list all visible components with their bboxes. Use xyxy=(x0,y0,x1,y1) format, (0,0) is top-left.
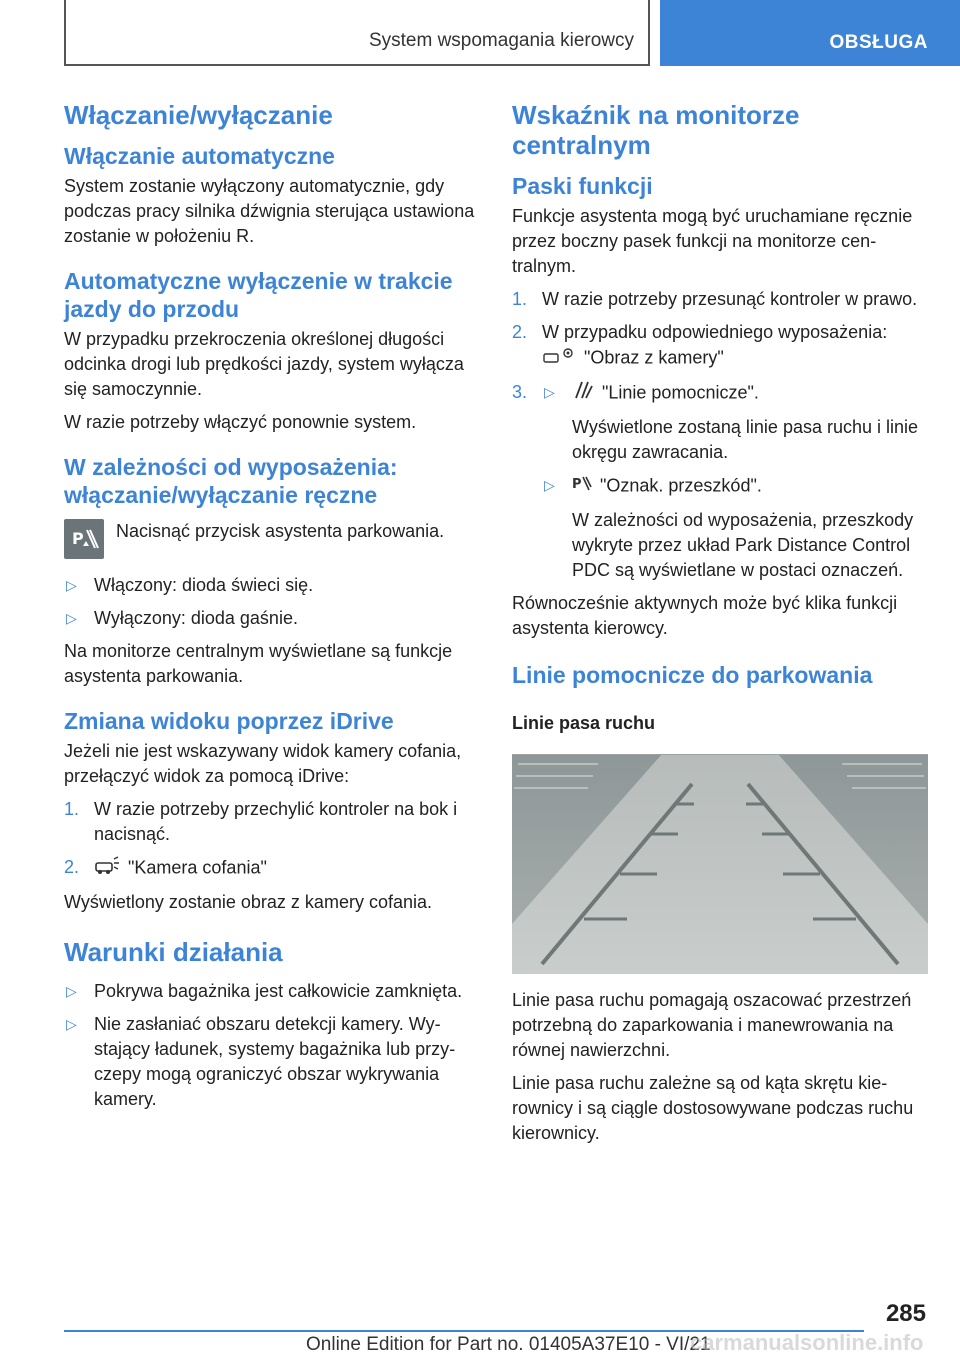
header-section-box xyxy=(64,0,650,66)
svg-text:P: P xyxy=(72,529,84,548)
park-assist-button-icon xyxy=(64,519,104,559)
list-item: ▷ Pokrywa bagażnika jest całkowicie zamknięta. xyxy=(64,979,480,1004)
heading-manual: W zależności od wyposażenia: włączanie/wyłączanie ręczne xyxy=(64,454,398,508)
heading-auto-off: Automatyczne wyłączenie w trakcie jazdy do przodu xyxy=(64,268,453,322)
page-number: 285 xyxy=(885,1300,926,1327)
triangle-bullet-icon: ▷ xyxy=(544,384,555,400)
triangle-bullet-icon: ▷ xyxy=(66,610,77,626)
paragraph-auto-off-2: W razie potrzeby włączyć ponownie system. xyxy=(64,412,417,432)
guide-lines-icon xyxy=(572,380,594,407)
paragraph-manual-after: Na monitorze centralnym wyświetlane są funkcje asystenta parkowania. xyxy=(64,641,453,686)
manual-state-list xyxy=(64,573,480,631)
paragraph-lane-lines-2: Linie pasa ruchu zależne są od kąta skrętu kierownicy i są ciągle dostosowywane podczas ruchu kierownicy. xyxy=(512,1073,914,1143)
heading-auto-on: Włączanie automatyczne xyxy=(64,143,335,169)
camera-view-icon xyxy=(542,345,576,372)
heading-parking-guides: Linie pomocnicze do parkowania xyxy=(512,662,873,688)
rear-camera-icon xyxy=(94,855,120,882)
header-section-title: System wspomagania kierowcy xyxy=(368,30,634,51)
lane-lines-illustration xyxy=(512,754,928,974)
paragraph-simultaneous: Równocześnie aktywnych może być klika funkcji asystenta kierowcy. xyxy=(512,593,898,638)
step-3-sublist xyxy=(542,380,928,583)
triangle-bullet-icon: ▷ xyxy=(66,577,77,593)
paragraph-auto-on: System zostanie wyłączony automatycznie, gdy podczas pracy silnika dźwignia sterująca ustawiona zostanie w położeniu R. xyxy=(64,176,475,246)
heading-conditions: Warunki działania xyxy=(64,937,283,967)
function-steps xyxy=(512,287,928,583)
list-item: ▷ Wyłączony: dioda gaśnie. xyxy=(64,606,480,631)
triangle-bullet-icon: ▷ xyxy=(66,1016,77,1032)
park-assist-row xyxy=(64,519,480,559)
heading-on-off: Włączanie/wyłączanie xyxy=(64,100,333,130)
guide-lines-description: Wyświetlone zostaną linie pasa ruchu i linie okręgu zawracania. xyxy=(572,417,919,462)
left-column xyxy=(64,100,480,1120)
list-item: ▷ P "Oznak. przeszkód". W zależności od wyposażenia, przeszkody wykryte przez układ Park Distance Control PDC są wyświetlane w postaci oznaczeń. xyxy=(542,473,928,583)
paragraph-function-bars: Funkcje asystenta mogą być uruchamiane ręcznie przez boczny pasek funkcji na monitorze centralnym. xyxy=(512,206,913,276)
obstacle-marking-description: W zależności od wyposażenia, przeszkody wykryte przez układ Park Distance Control PDC są wyświetlane w postaci oznaczeń. xyxy=(572,510,914,580)
step-item: 1. W razie potrzeby przechylić kontroler na bok i nacisnąć. xyxy=(64,799,458,844)
paragraph-idrive-after: Wyświetlony zostanie obraz z kamery cofania. xyxy=(64,892,432,912)
list-item: ▷ Włączony: dioda świeci się. xyxy=(64,573,480,598)
list-item: ▷ Nie zasłaniać obszaru detekcji kamery. Wystający ładunek, systemy bagażnika lub przyczepy mogą ograniczyć obszar wykrywania kamery. xyxy=(66,1014,456,1109)
footer-edition: Online Edition for Part no. 01405A37E10 - VI/21 xyxy=(306,1334,711,1355)
step-item: 3. ▷ "Linie pomocnicze". Wyświetlone zostaną linie pasa ruchu i linie okręgu zawracania. ▷ P "Oznak. przeszkód". W zależności od wyposażenia, przeszkody wykryte przez układ Park Distance Control PDC są wyświetlane w postaci oznaczeń. xyxy=(512,380,928,583)
idrive-steps xyxy=(64,797,480,882)
paragraph-idrive: Jeżeli nie jest wskazywany widok kamery cofania, przełączyć widok za pomocą iDrive: xyxy=(64,741,462,786)
obstacle-marking-icon xyxy=(572,473,592,500)
step-item: 2. "Kamera cofania" xyxy=(64,855,480,882)
header-chapter-tab[interactable] xyxy=(660,0,960,66)
heading-function-bars: Paski funkcji xyxy=(512,173,653,199)
paragraph-manual: Nacisnąć przycisk asystenta parkowania. xyxy=(116,521,445,541)
heading-indicator: Wskaźnik na monitorze centralnym xyxy=(512,100,800,160)
header-chapter-label: OBSŁUGA xyxy=(829,32,928,53)
paragraph-auto-off-1: W przypadku przekroczenia określonej długości odcinka drogi lub prędkości jazdy, system wyłącza się samoczynnie. xyxy=(64,329,464,399)
svg-text:P: P xyxy=(572,477,582,492)
triangle-bullet-icon: ▷ xyxy=(544,477,555,493)
step-item: 2. W przypadku odpowiedniego wyposażenia: "Obraz z kamery" xyxy=(512,320,928,372)
footer-watermark: carmanualsonline.info xyxy=(690,1330,924,1355)
step-item: 1. W razie potrzeby przesunąć kontroler w prawo. xyxy=(512,289,918,309)
heading-lane-lines: Linie pasa ruchu xyxy=(512,713,656,733)
list-item: ▷ "Linie pomocnicze". Wyświetlone zostaną linie pasa ruchu i linie okręgu zawracania. xyxy=(542,380,928,465)
conditions-list xyxy=(64,979,480,1112)
triangle-bullet-icon: ▷ xyxy=(66,983,77,999)
right-column xyxy=(512,100,928,1154)
heading-idrive: Zmiana widoku poprzez iDrive xyxy=(64,708,394,734)
paragraph-lane-lines-1: Linie pasa ruchu pomagają oszacować przestrzeń potrzebną do zaparkowania i manewrowania na równej nawierzchni. xyxy=(512,990,912,1060)
